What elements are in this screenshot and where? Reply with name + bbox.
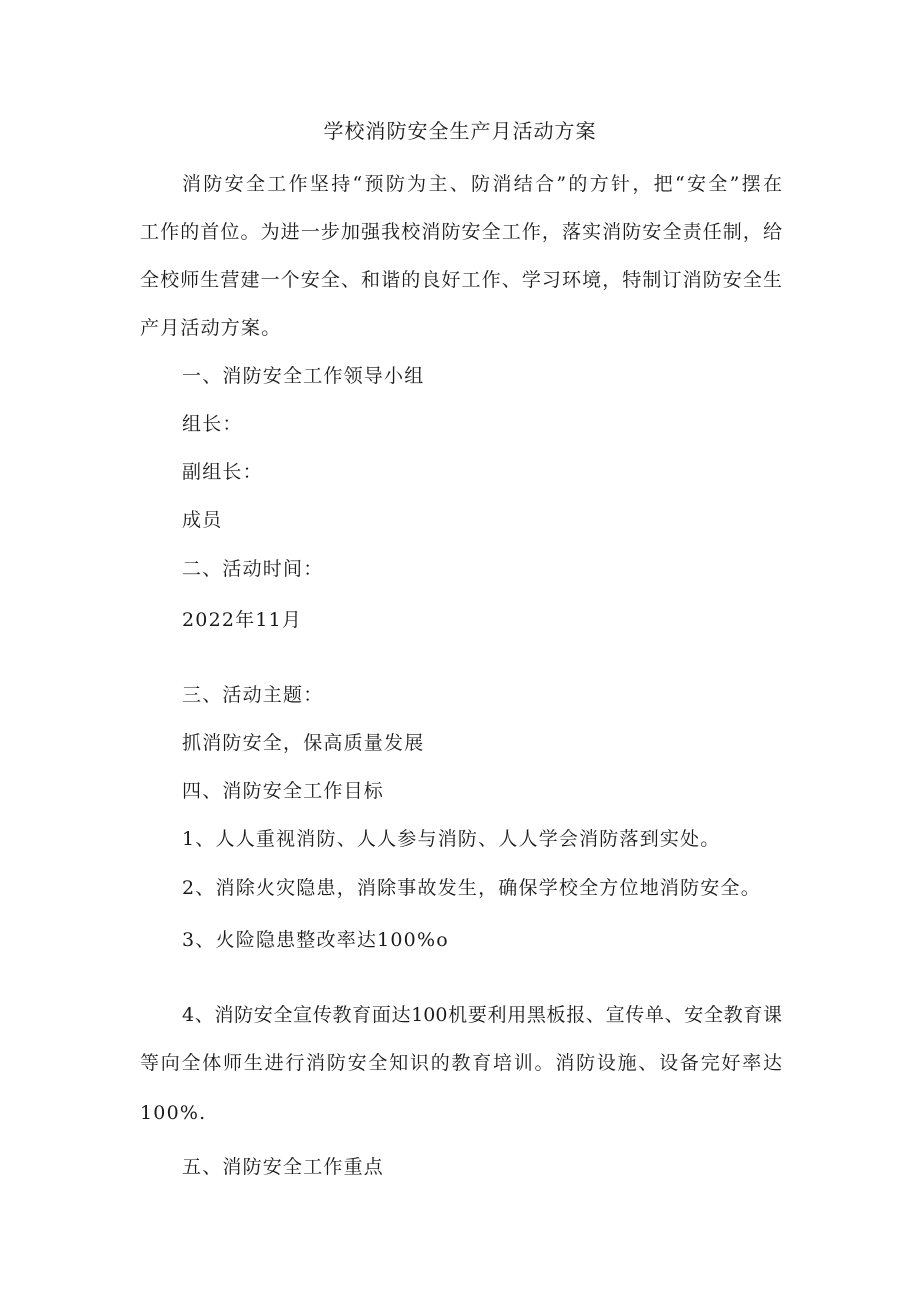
section-3-heading: 三、活动主题： [182,684,324,706]
goal-item-2: 2、消除火灾隐患，消除事故发生，确保学校全方位地消防安全。 [182,877,761,899]
intro-line-4: 产月活动方案。 [140,317,282,339]
intro-line-2: 工作的首位。为进一步加强我校消防安全工作，落实消防安全责任制，给 [140,221,782,243]
intro-line-3: 全校师生营建一个安全、和谐的良好工作、学习环境，特制订消防安全生 [140,269,782,291]
members-label: 成员 [182,509,223,531]
goal-item-4-line-1: 4、消防安全宣传教育面达100机要利用黑板报、宣传单、安全教育课 [182,1004,782,1026]
intro-line-1: 消防安全工作坚持“预防为主、防消结合”的方针，把“安全”摆在 [182,173,782,195]
section-2-heading: 二、活动时间： [182,558,324,580]
section-5-heading: 五、消防安全工作重点 [182,1156,385,1178]
leader-label: 组长： [182,413,243,435]
goal-item-1: 1、人人重视消防、人人参与消防、人人学会消防落到实处。 [182,828,721,850]
activity-theme-value: 抓消防安全，保高质量发展 [182,732,425,754]
section-1-heading: 一、消防安全工作领导小组 [182,365,425,387]
activity-time-value: 2022年11月 [182,609,303,631]
goal-item-3: 3、火险隐患整改率达100%o [182,929,449,951]
goal-item-4-line-2: 等向全体师生进行消防安全知识的教育培训。消防设施、设备完好率达 [140,1052,782,1074]
goal-item-4-line-3: 100%. [140,1102,207,1124]
deputy-leader-label: 副组长： [182,461,263,483]
section-4-heading: 四、消防安全工作目标 [182,780,385,802]
page-title: 学校消防安全生产月活动方案 [323,119,597,143]
